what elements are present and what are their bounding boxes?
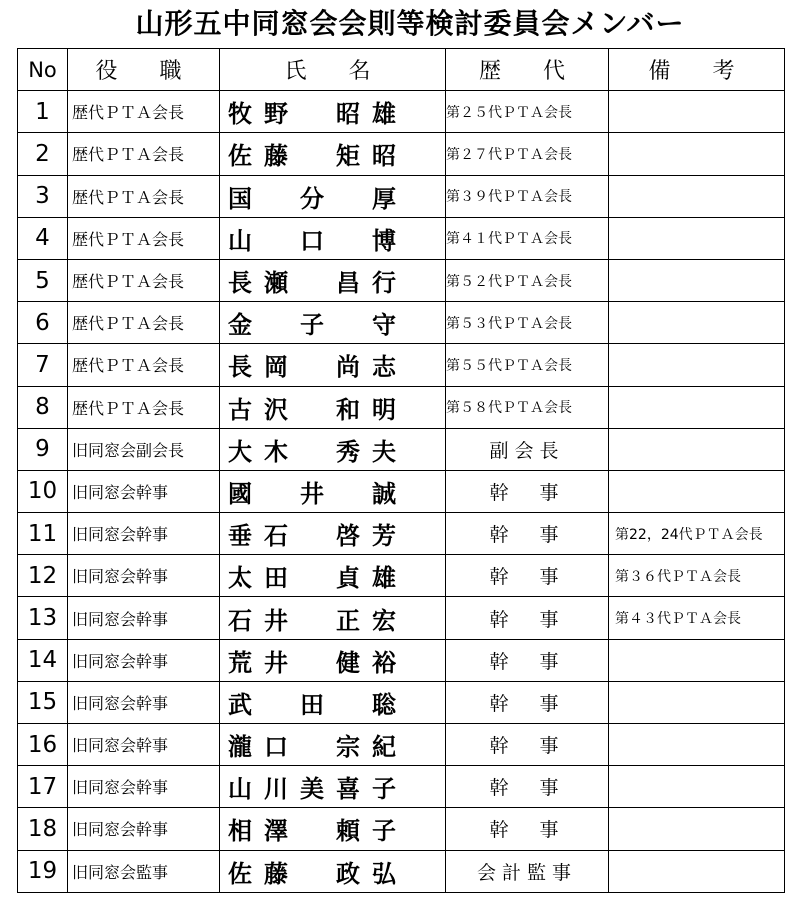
name-char: 川 [264, 775, 288, 804]
name-char: 分 [300, 184, 324, 213]
row-remarks [609, 259, 785, 301]
table-row [18, 91, 785, 133]
row-name [220, 91, 446, 133]
name-char: 國 [228, 479, 252, 508]
header-name: 氏 名 [220, 49, 446, 91]
name-char: 藤 [264, 859, 288, 888]
row-number: 11 [18, 513, 68, 555]
table-row [18, 555, 785, 597]
row-remarks [609, 302, 785, 344]
table-row [18, 133, 785, 175]
name-char: 岡 [264, 353, 288, 382]
row-role: 歴代ＰＴＡ会長 [68, 133, 220, 175]
name-char: 木 [264, 437, 288, 466]
page-title: 山形五中同窓会会則等検討委員会メンバー [135, 7, 685, 40]
row-role: 旧同窓会幹事 [68, 681, 220, 723]
name-char: 長 [228, 269, 252, 298]
row-number: 5 [18, 259, 68, 301]
row-history: 第５２代ＰＴＡ会長 [446, 259, 609, 301]
table-row [18, 217, 785, 259]
row-name [220, 681, 446, 723]
name-char: 宏 [372, 606, 396, 635]
row-number: 6 [18, 302, 68, 344]
name-char: 博 [372, 226, 396, 255]
name-char: 佐 [228, 859, 252, 888]
name-char: 沢 [264, 395, 288, 424]
name-char: 貞 [336, 564, 360, 593]
row-history: 第５３代ＰＴＡ会長 [446, 302, 609, 344]
row-remarks [609, 681, 785, 723]
name-char: 昌 [336, 269, 360, 298]
name-char: 瀬 [264, 269, 288, 298]
row-name [220, 513, 446, 555]
row-history: 幹 事 [446, 808, 609, 850]
row-number: 15 [18, 681, 68, 723]
table-row [18, 850, 785, 892]
table-row [18, 386, 785, 428]
name-char: 雄 [372, 564, 396, 593]
row-role: 旧同窓会幹事 [68, 555, 220, 597]
member-table [17, 48, 785, 893]
name-char: 口 [300, 226, 324, 255]
row-name [220, 555, 446, 597]
row-number: 10 [18, 470, 68, 512]
name-char: 長 [228, 353, 252, 382]
row-number: 7 [18, 344, 68, 386]
name-char: 美 [300, 775, 324, 804]
row-name [220, 217, 446, 259]
name-char: 裕 [372, 648, 396, 677]
row-history: 幹 事 [446, 470, 609, 512]
table-row [18, 808, 785, 850]
table-row [18, 470, 785, 512]
row-role: 歴代ＰＴＡ会長 [68, 302, 220, 344]
row-name [220, 344, 446, 386]
row-number: 8 [18, 386, 68, 428]
name-char: 相 [228, 817, 252, 846]
row-remarks [609, 217, 785, 259]
name-char: 井 [264, 648, 288, 677]
row-history: 会計監事 [446, 850, 609, 892]
name-char: 頼 [336, 817, 360, 846]
row-remarks [609, 133, 785, 175]
row-role: 旧同窓会監事 [68, 850, 220, 892]
row-name [220, 850, 446, 892]
table-row [18, 766, 785, 808]
row-history: 幹 事 [446, 681, 609, 723]
row-name [220, 302, 446, 344]
name-char: 秀 [336, 437, 360, 466]
name-char: 矩 [336, 142, 360, 171]
table-row [18, 175, 785, 217]
name-char: 牧 [228, 100, 252, 129]
row-name [220, 428, 446, 470]
name-char: 子 [372, 817, 396, 846]
name-char: 井 [264, 606, 288, 635]
row-remarks [609, 639, 785, 681]
name-char: 山 [228, 775, 252, 804]
row-number: 12 [18, 555, 68, 597]
name-char: 喜 [336, 775, 360, 804]
row-remarks [609, 428, 785, 470]
name-char: 尚 [336, 353, 360, 382]
row-role: 歴代ＰＴＡ会長 [68, 217, 220, 259]
name-char: 啓 [336, 522, 360, 551]
name-char: 守 [372, 311, 396, 340]
row-role: 旧同窓会幹事 [68, 808, 220, 850]
name-char: 野 [264, 100, 288, 129]
row-name [220, 766, 446, 808]
row-name [220, 808, 446, 850]
name-char: 山 [228, 226, 252, 255]
row-history: 幹 事 [446, 766, 609, 808]
row-name [220, 133, 446, 175]
row-remarks [609, 850, 785, 892]
row-history: 第３９代ＰＴＡ会長 [446, 175, 609, 217]
name-char: 雄 [372, 100, 396, 129]
name-char: 田 [300, 690, 324, 719]
name-char: 瀧 [228, 733, 252, 762]
row-number: 4 [18, 217, 68, 259]
table-row [18, 639, 785, 681]
row-role: 歴代ＰＴＡ会長 [68, 91, 220, 133]
row-name [220, 259, 446, 301]
header-row [18, 49, 785, 91]
header-no: No [18, 49, 68, 91]
name-char: 正 [336, 606, 360, 635]
table-row [18, 597, 785, 639]
name-char: 宗 [336, 733, 360, 762]
name-char: 大 [228, 437, 252, 466]
row-history: 幹 事 [446, 724, 609, 766]
row-remarks [609, 724, 785, 766]
row-remarks [609, 175, 785, 217]
name-char: 健 [336, 648, 360, 677]
row-history: 副会長 [446, 428, 609, 470]
name-char: 井 [300, 479, 324, 508]
row-role: 旧同窓会幹事 [68, 766, 220, 808]
row-history: 幹 事 [446, 555, 609, 597]
row-name [220, 597, 446, 639]
row-remarks [609, 91, 785, 133]
row-number: 1 [18, 91, 68, 133]
row-name [220, 175, 446, 217]
row-role: 歴代ＰＴＡ会長 [68, 344, 220, 386]
header-history: 歴 代 [446, 49, 609, 91]
name-char: 荒 [228, 648, 252, 677]
row-remarks: 第22，24代ＰＴＡ会長 [609, 513, 785, 555]
name-char: 行 [372, 269, 396, 298]
row-history: 第２５代ＰＴＡ会長 [446, 91, 609, 133]
name-char: 澤 [264, 817, 288, 846]
table-row [18, 428, 785, 470]
name-char: 政 [336, 859, 360, 888]
name-char: 厚 [372, 184, 396, 213]
name-char: 金 [228, 311, 252, 340]
name-char: 弘 [372, 859, 396, 888]
row-number: 16 [18, 724, 68, 766]
name-char: 紀 [372, 733, 396, 762]
row-role: 歴代ＰＴＡ会長 [68, 386, 220, 428]
name-char: 古 [228, 395, 252, 424]
row-history: 第５８代ＰＴＡ会長 [446, 386, 609, 428]
table-row [18, 681, 785, 723]
row-remarks [609, 808, 785, 850]
name-char: 誠 [372, 479, 396, 508]
row-number: 13 [18, 597, 68, 639]
row-history: 第２７代ＰＴＡ会長 [446, 133, 609, 175]
row-role: 歴代ＰＴＡ会長 [68, 259, 220, 301]
row-role: 旧同窓会幹事 [68, 470, 220, 512]
row-history: 幹 事 [446, 513, 609, 555]
name-char: 子 [300, 311, 324, 340]
row-role: 歴代ＰＴＡ会長 [68, 175, 220, 217]
row-role: 旧同窓会幹事 [68, 639, 220, 681]
table-row [18, 513, 785, 555]
row-remarks [609, 766, 785, 808]
name-char: 昭 [372, 142, 396, 171]
name-char: 聡 [372, 690, 396, 719]
name-char: 藤 [264, 142, 288, 171]
name-char: 石 [228, 606, 252, 635]
row-remarks [609, 344, 785, 386]
name-char: 子 [372, 775, 396, 804]
name-char: 武 [228, 690, 252, 719]
header-remarks: 備 考 [609, 49, 785, 91]
row-role: 旧同窓会幹事 [68, 724, 220, 766]
row-remarks [609, 470, 785, 512]
row-number: 14 [18, 639, 68, 681]
name-char: 石 [264, 522, 288, 551]
row-history: 第５５代ＰＴＡ会長 [446, 344, 609, 386]
row-role: 旧同窓会副会長 [68, 428, 220, 470]
row-remarks: 第３６代ＰＴＡ会長 [609, 555, 785, 597]
row-number: 19 [18, 850, 68, 892]
header-role: 役 職 [68, 49, 220, 91]
name-char: 田 [264, 564, 288, 593]
row-role: 旧同窓会幹事 [68, 597, 220, 639]
row-remarks: 第４３代ＰＴＡ会長 [609, 597, 785, 639]
name-char: 和 [336, 395, 360, 424]
name-char: 口 [264, 733, 288, 762]
row-number: 18 [18, 808, 68, 850]
row-name [220, 386, 446, 428]
row-history: 幹 事 [446, 639, 609, 681]
row-number: 3 [18, 175, 68, 217]
name-char: 明 [372, 395, 396, 424]
name-char: 昭 [336, 100, 360, 129]
name-char: 志 [372, 353, 396, 382]
row-history: 幹 事 [446, 597, 609, 639]
name-char: 夫 [372, 437, 396, 466]
name-char: 芳 [372, 522, 396, 551]
row-number: 17 [18, 766, 68, 808]
row-number: 2 [18, 133, 68, 175]
row-name [220, 724, 446, 766]
row-name [220, 639, 446, 681]
name-char: 佐 [228, 142, 252, 171]
row-role: 旧同窓会幹事 [68, 513, 220, 555]
row-history: 第４１代ＰＴＡ会長 [446, 217, 609, 259]
table-row [18, 724, 785, 766]
row-name [220, 470, 446, 512]
name-char: 太 [228, 564, 252, 593]
name-char: 垂 [228, 522, 252, 551]
row-number: 9 [18, 428, 68, 470]
row-remarks [609, 386, 785, 428]
table-row [18, 259, 785, 301]
table-row [18, 344, 785, 386]
name-char: 国 [228, 184, 252, 213]
table-row [18, 302, 785, 344]
